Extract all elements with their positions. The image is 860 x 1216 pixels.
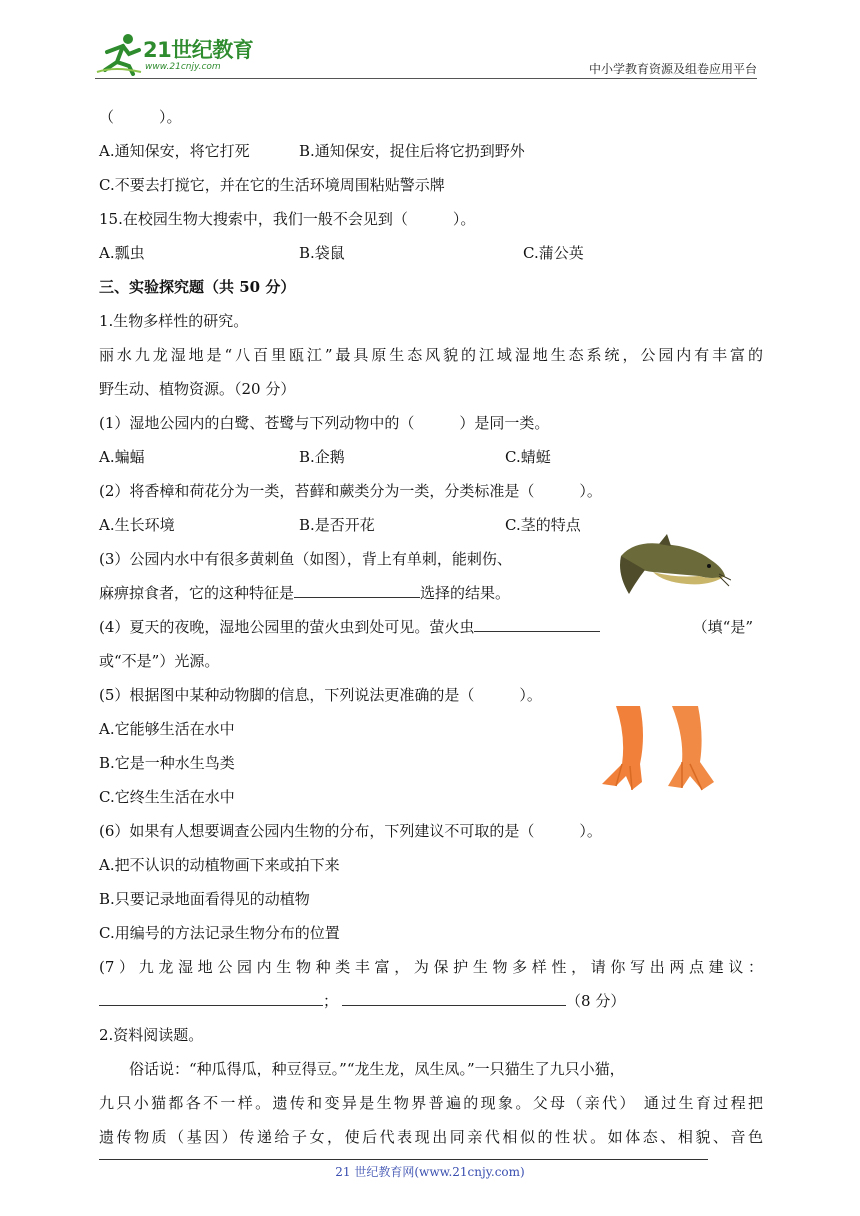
- option-row: [99, 236, 763, 270]
- logo-title: 21世纪教育: [143, 38, 254, 62]
- sub-question-4: [99, 610, 763, 644]
- option-b: B.是否开花: [299, 516, 375, 534]
- yellow-catfish-image: [615, 534, 731, 600]
- runner-logo-icon: [95, 32, 145, 76]
- option-a: A.把不认识的动植物画下来或拍下来: [99, 856, 340, 874]
- page-footer: 21 世纪教育网(www.21cnjy.com): [335, 1165, 525, 1179]
- text-span: (4）夏天的夜晚，湿地公园里的萤火虫到处可见。萤火虫: [99, 618, 475, 636]
- paragraph-line: 遗传物质（基因）传递给子女，使后代表现出同亲代相似的性状。如体态、相貌、音色: [99, 1128, 763, 1146]
- option-c: C.蜻蜓: [505, 448, 551, 466]
- text-line: （ ）。: [99, 108, 182, 126]
- option-c: C.茎的特点: [505, 516, 581, 534]
- option-a: A.瓢虫: [99, 244, 145, 262]
- option-b: B.它是一种水生鸟类: [99, 754, 235, 772]
- text-span: 选择的结果。: [420, 584, 511, 602]
- sub-question-6: (6）如果有人想要调查公园内生物的分布，下列建议不可取的是（ ）。: [99, 822, 602, 840]
- question-title: 1.生物多样性的研究。: [99, 312, 249, 330]
- sub-question-4-cont: 或“不是”）光源。: [99, 652, 220, 670]
- option-a: A.通知保安，将它打死: [99, 142, 250, 160]
- option-c: C.不要去打搅它，并在它的生活环境周围粘贴警示牌: [99, 176, 445, 194]
- sub-question-1: (1）湿地公园内的白鹭、苍鹭与下列动物中的（ ）是同一类。: [99, 414, 550, 432]
- option-b: B.企鹅: [299, 448, 345, 466]
- text-span: （填“是”: [692, 618, 753, 636]
- page-header: [95, 30, 757, 78]
- option-a: A.它能够生活在水中: [99, 720, 235, 738]
- option-b: B.袋鼠: [299, 244, 345, 262]
- text-span: 麻痹掠食者，它的这种特征是: [99, 584, 295, 602]
- footer-divider: [99, 1159, 708, 1160]
- answer-blank: [294, 579, 420, 598]
- answer-blank: [474, 613, 600, 632]
- paragraph-line: 俗话说：“种瓜得瓜，种豆得豆。”“龙生龙，凤生凤。”一只猫生了九只小猫，: [129, 1060, 625, 1078]
- paragraph-line: 丽水九龙湿地是“八百里瓯江”最具原生态风貌的江域湿地生态系统，公园内有丰富的: [99, 346, 763, 364]
- sub-question-3: (3）公园内水中有很多黄刺鱼（如图），背上有单刺，能刺伤、: [99, 550, 512, 568]
- option-b: B.通知保安，捉住后将它扔到野外: [299, 142, 525, 160]
- section-heading: 三、实验探究题（共 50 分）: [99, 278, 296, 296]
- answer-line: [99, 984, 763, 1018]
- text-span: ；: [323, 992, 339, 1010]
- answer-blank: [99, 987, 323, 1006]
- sub-question-2: (2）将香樟和荷花分为一类，苔藓和蕨类分为一类，分类标准是（ ）。: [99, 482, 602, 500]
- option-c: C.蒲公英: [523, 244, 584, 262]
- duck-feet-image: [596, 706, 730, 800]
- sub-question-5: (5）根据图中某种动物脚的信息，下列说法更准确的是（ ）。: [99, 686, 542, 704]
- paragraph-line: 野生动、植物资源。（20 分）: [99, 380, 296, 398]
- option-b: B.只要记录地面看得见的动植物: [99, 890, 310, 908]
- option-a: A.生长环境: [99, 516, 175, 534]
- answer-blank: [342, 987, 566, 1006]
- question-content: [99, 100, 763, 1154]
- text-span: （8 分）: [566, 992, 626, 1010]
- paragraph-line: 九只小猫都各不一样。遗传和变异是生物界普遍的现象。父母（亲代） 通过生育过程把: [99, 1094, 763, 1112]
- question-15: 15.在校园生物大搜索中，我们一般不会见到（ ）。: [99, 210, 476, 228]
- logo-url: www.21cnjy.com: [145, 62, 221, 72]
- option-row: [99, 134, 763, 168]
- option-c: C.用编号的方法记录生物分布的位置: [99, 924, 340, 942]
- platform-name: 中小学教育资源及组卷应用平台: [588, 62, 757, 76]
- site-logo: [95, 32, 265, 76]
- option-a: A.蝙蝠: [99, 448, 145, 466]
- question-title: 2.资料阅读题。: [99, 1026, 204, 1044]
- header-divider: [95, 78, 757, 79]
- option-row: [99, 440, 763, 474]
- option-c: C.它终生生活在水中: [99, 788, 235, 806]
- sub-question-7: (7）九龙湿地公园内生物种类丰富，为保护生物多样性，请你写出两点建议：: [99, 958, 763, 976]
